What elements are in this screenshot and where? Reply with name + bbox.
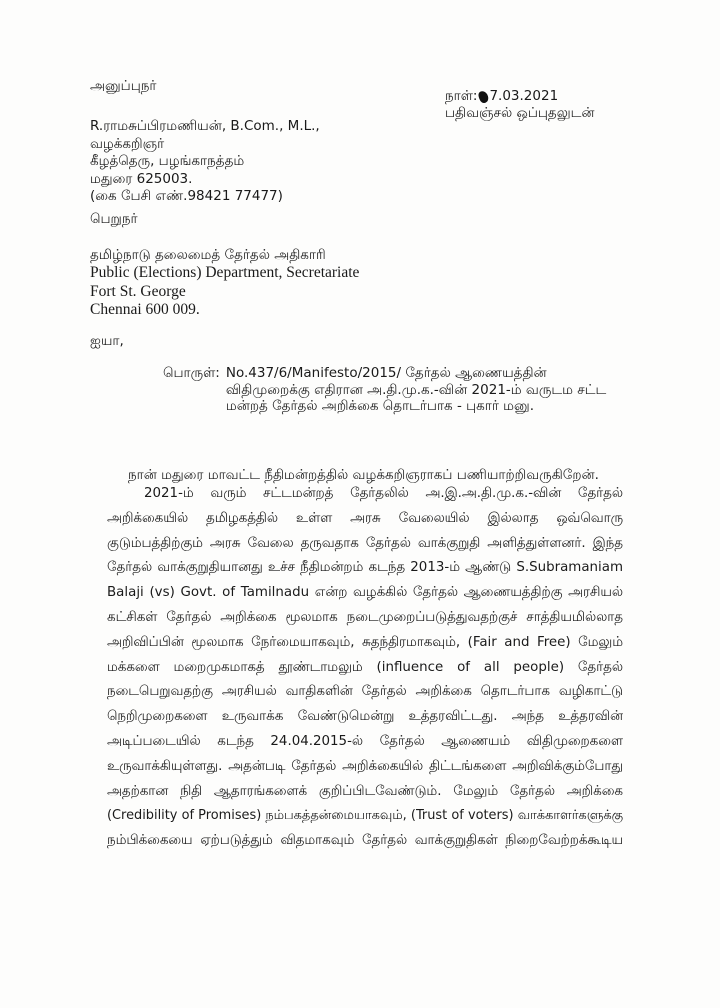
body-line: அடிப்படையில் கடந்த 24.04.2015-ல் தேர்தல் ஆணையம் விதிமுறைகளை xyxy=(107,733,623,749)
body-line: அறிவிப்பின் மூலமாக நேர்மையாகவும், சுதந்திரமாகவும், (Fair and Free) மேலும் xyxy=(107,634,623,650)
subject-text xyxy=(226,365,606,415)
body-line: அறிக்கையில் தமிழகத்தில் உள்ள அரசு வேலையில் இல்லாத ஒவ்வொரு xyxy=(107,510,623,526)
body-line: Balaji (vs) Govt. of Tamilnadu என்ற வழக்கில் தேர்தல் ஆணையத்திற்கு அரசியல் xyxy=(107,585,623,601)
to-label: பெறுநர் xyxy=(90,211,138,227)
body-line: அதற்கான நிதி ஆதாரங்களைக் குறிப்பிடவேண்டும். மேலும் தேர்தல் அறிக்கை xyxy=(107,783,623,799)
body-line: உருவாக்கியுள்ளது. அதன்படி தேர்தல் அறிக்கையில் திட்டங்களை அறிவிக்கும்போது xyxy=(107,758,623,774)
body-line: நம்பிக்கையை ஏற்படுத்தும் விதமாகவும் தேர்தல் வாக்குறுதிகள் நிறைவேற்றக்கூடிய xyxy=(107,833,623,849)
subject-line: No.437/6/Manifesto/2015/ தேர்தல் ஆணையத்தின் xyxy=(225,365,547,381)
body-line: நெறிமுறைகளை உருவாக்க வேண்டுமென்று உத்தரவிட்டது. அந்த உத்தரவின் xyxy=(107,709,623,725)
sender-phone: (கை பேசி எண்.98421 77477) xyxy=(90,188,283,204)
body-line: (Credibility of Promises) நம்பகத்தன்மையாகவும், (Trust of voters) வாக்காளர்களுக்கு xyxy=(107,808,623,824)
subject-line: விதிமுறைக்கு எதிரான அ.தி.மு.க.-வின் 2021-ம் வருடம சட்ட xyxy=(225,381,607,398)
from-label: அனுப்புநர் xyxy=(90,78,157,94)
subject-line: மன்றத் தேர்தல் அறிக்கை தொடர்பாக - புகார் மனு. xyxy=(225,398,534,414)
subject-row xyxy=(163,365,606,415)
subject-label: பொருள்: xyxy=(163,365,220,381)
recipient-address xyxy=(90,246,359,320)
sender-street: கீழத்தெரு, பழங்காநத்தம் xyxy=(90,153,245,169)
dispatch-note: பதிவஞ்சல் ஒப்புதலுடன் xyxy=(445,105,595,121)
sender-name: R.ராமசுப்பிரமணியன், B.Com., M.L., xyxy=(90,118,320,134)
body-line: 2021-ம் வரும் சட்டமன்றத் தேர்தலில் அ.இ.அ.தி.மு.க.-வின் தேர்தல் xyxy=(144,486,623,501)
date-prefix: நாள்: xyxy=(445,88,478,104)
salutation: ஐயா, xyxy=(90,333,124,349)
sender-title: வழக்கறிஞர் xyxy=(90,135,165,152)
recipient-city: Chennai 600 009. xyxy=(90,301,200,318)
sender-city: மதுரை 625003. xyxy=(90,170,193,187)
body-line: கட்சிகள் தேர்தல் அறிக்கை மூலமாக நடைமுறைப்படுத்துவதற்குச் சாத்தியமில்லாத xyxy=(107,609,623,625)
date-value: 7.03.2021 xyxy=(489,88,559,104)
intro-paragraph: நான் மதுரை மாவட்ட நீதிமன்றத்தில் வழக்கறிஞராகப் பணியாற்றிவருகிறேன். xyxy=(128,467,599,483)
body-line: நடைபெறுவதற்கு அரசியல் வாதிகளின் தேர்தல் அறிக்கை தொடர்பாக வழிகாட்டு xyxy=(107,684,623,700)
recipient-location: Fort St. George xyxy=(90,282,186,300)
body-line: குடும்பத்திற்கும் அரசு வேலை தருவதாக தேர்தல் வாக்குறுதி அளித்துள்ளனர். இந்த xyxy=(107,535,623,551)
recipient-office: தமிழ்நாடு தலைமைத் தேர்தல் அதிகாரி xyxy=(90,247,326,263)
date-line xyxy=(445,88,594,105)
body-line: தேர்தல் வாக்குறுதியானது உச்ச நீதிமன்றம் கடந்த 2013-ம் ஆண்டு S.Subramaniam xyxy=(107,560,623,576)
body-paragraph xyxy=(107,482,623,854)
subject-block xyxy=(163,365,606,415)
recipient-department: Public (Elections) Department, Secretariate xyxy=(90,264,360,281)
body-line: மக்களை மறைமுகமாகத் தூண்டாமலும் (influence of all people) தேர்தல் xyxy=(107,659,623,675)
ink-blot-mark xyxy=(478,89,490,103)
date-block xyxy=(445,88,594,122)
sender-address xyxy=(90,118,320,206)
